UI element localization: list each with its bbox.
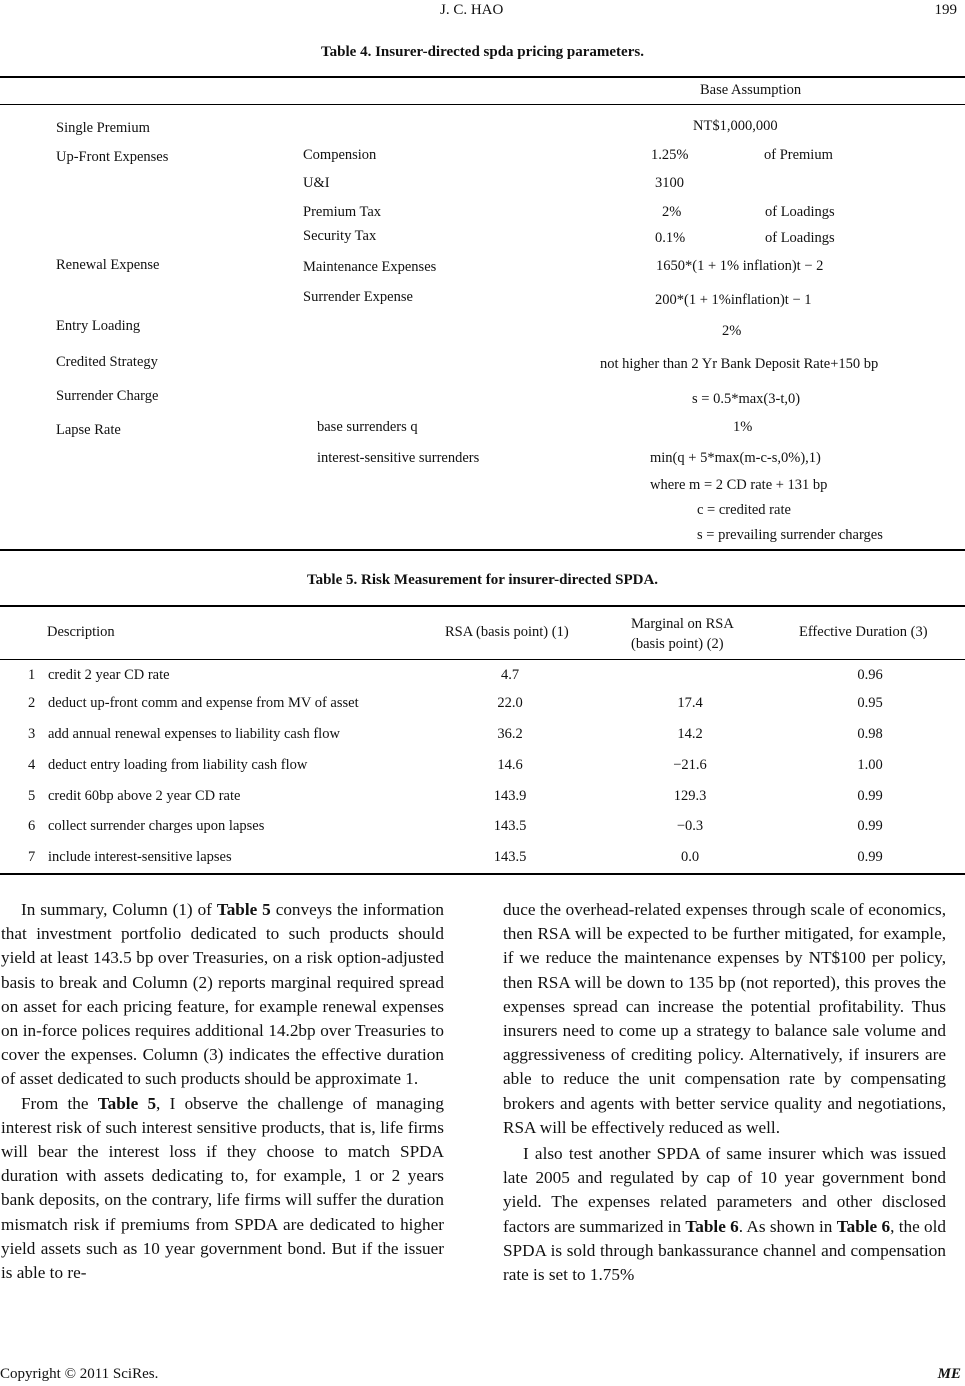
row-description: deduct entry loading from liability cash flow	[48, 757, 308, 773]
row-number: 7	[28, 849, 36, 865]
t4-cell: 1.25%	[651, 147, 689, 163]
page-number: 199	[934, 2, 957, 18]
row-marginal: 17.4	[677, 695, 703, 711]
t4-cell: Credited Strategy	[56, 354, 158, 370]
row-marginal: −21.6	[673, 757, 707, 773]
table5-header-rule	[0, 659, 965, 660]
t4-cell: Surrender Charge	[56, 388, 159, 404]
body-left-column	[1, 898, 444, 1285]
t4-cell: Lapse Rate	[56, 422, 121, 438]
row-duration: 0.99	[857, 849, 883, 865]
row-description: deduct up-front comm and expense from MV of asset	[48, 695, 359, 711]
running-header-author: J. C. HAO	[440, 2, 504, 18]
t4-cell: 0.1%	[655, 230, 686, 246]
t5-header-description: Description	[47, 624, 115, 640]
t4-cell: of Premium	[764, 147, 833, 163]
row-description: credit 60bp above 2 year CD rate	[48, 788, 241, 804]
row-duration: 1.00	[857, 757, 883, 773]
t4-cell: min(q + 5*max(m-c-s,0%),1)	[650, 450, 821, 466]
row-description: add annual renewal expenses to liability cash flow	[48, 726, 340, 742]
row-description: include interest-sensitive lapses	[48, 849, 232, 865]
paragraph	[1, 1092, 444, 1286]
table5-top-rule	[0, 605, 965, 607]
t4-cell: Compension	[303, 147, 377, 163]
row-number: 6	[28, 818, 36, 834]
t4-cell: c = credited rate	[697, 502, 791, 518]
paragraph	[503, 1142, 946, 1287]
t4-cell: 1%	[733, 419, 753, 435]
table-reference: Table 6	[836, 1216, 891, 1236]
row-duration: 0.95	[857, 695, 883, 711]
paragraph: duce the overhead-related expenses through scale of economics, then RSA will be expected to be further mitigated, for example, if we reduce the maintenance expenses by NT$100 per policy, then RSA will be down to 135 bp (not reported), this proves the expenses spread can increase the potential profitability. Thus insurers need to come up a strategy to balance sale volume and aggressiveness of crediting policy. Alternatively, if insurers are able to reduce the unit compensation rate by compensating brokers and agents with better service quality and negotiations, RSA will be effectively reduced as well.	[503, 900, 946, 1137]
t4-cell: 2%	[722, 323, 742, 339]
t5-header-marginal-line1: Marginal on RSA	[631, 616, 734, 632]
row-number: 1	[28, 667, 36, 683]
copyright-notice: Copyright © 2011 SciRes.	[0, 1366, 159, 1382]
table5-bottom-rule	[0, 873, 965, 875]
table5-caption: Table 5. Risk Measurement for insurer-directed SPDA.	[306, 572, 659, 588]
row-rsa: 4.7	[500, 667, 520, 683]
table-reference: Table 6	[685, 1216, 739, 1236]
table-reference: Table 5	[97, 1093, 157, 1113]
t5-header-marginal-line2: (basis point) (2)	[631, 636, 724, 652]
t4-cell: Single Premium	[56, 120, 150, 136]
t4-cell: 200*(1 + 1%inflation)t − 1	[655, 292, 812, 308]
table4-top-rule	[0, 76, 965, 78]
t4-cell: Premium Tax	[303, 204, 382, 220]
row-rsa: 36.2	[497, 726, 523, 742]
row-marginal: −0.3	[676, 818, 704, 834]
t4-cell: Security Tax	[303, 228, 377, 244]
t4-cell: Entry Loading	[56, 318, 141, 334]
t5-header-duration: Effective Duration (3)	[799, 624, 928, 640]
row-duration: 0.96	[857, 667, 883, 683]
t4-cell: Up-Front Expenses	[56, 149, 169, 165]
t5-header-rsa: RSA (basis point) (1)	[445, 624, 569, 640]
row-number: 3	[28, 726, 36, 742]
t4-cell: where m = 2 CD rate + 131 bp	[650, 477, 828, 493]
t4-cell: NT$1,000,000	[693, 118, 778, 134]
t4-cell: s = 0.5*max(3-t,0)	[692, 391, 801, 407]
t4-cell: U&I	[303, 175, 330, 191]
body-right-column	[503, 898, 946, 1287]
table4-caption: Table 4. Insurer-directed spda pricing parameters.	[321, 44, 644, 60]
t4-cell: 2%	[662, 204, 682, 220]
t4-cell: s = prevailing surrender charges	[697, 527, 883, 543]
row-rsa: 143.5	[493, 849, 527, 865]
text-run: From the	[21, 1093, 98, 1113]
row-marginal: 14.2	[677, 726, 703, 742]
row-marginal: 129.3	[673, 788, 707, 804]
t4-cell: 1650*(1 + 1% inflation)t − 2	[656, 258, 824, 274]
row-rsa: 22.0	[497, 695, 523, 711]
t4-cell: Surrender Expense	[303, 289, 413, 305]
t4-cell: 3100	[655, 175, 684, 191]
text-run: , the old SPDA is sold through bankassurance channel and compensation rate is set to 1.75%	[503, 1216, 946, 1285]
row-rsa: 14.6	[497, 757, 523, 773]
row-rsa: 143.5	[493, 818, 527, 834]
t4-cell: interest-sensitive surrenders	[317, 450, 480, 466]
t4-cell: not higher than 2 Yr Bank Deposit Rate+150 bp	[600, 356, 879, 372]
text-run: conveys the information that investment portfolio dedicated to such products should yield at least 143.5 bp over Treasuries, on a risk option-adjusted basis to break and Column (2) reports marginal required spread on asset for each pricing feature, for example renewal expenses on in-force polices requires additional 14.2bp over Treasuries to cover the expenses. Column (3) indicates the effective duration of asset dedicated to such products should be approximate 1.	[1, 900, 445, 1089]
paragraph	[1, 898, 444, 1092]
row-marginal: 0.0	[680, 849, 700, 865]
row-number: 5	[28, 788, 36, 804]
row-duration: 0.99	[857, 818, 883, 834]
text-run: In summary, Column (1) of	[21, 900, 217, 919]
journal-abbrev: ME	[937, 1366, 961, 1382]
table4-header-rule	[0, 104, 965, 105]
row-number: 2	[28, 695, 36, 711]
row-description: collect surrender charges upon lapses	[48, 818, 265, 834]
row-number: 4	[28, 757, 36, 773]
t4-cell: of Loadings	[765, 230, 835, 246]
t4-cell: Renewal Expense	[56, 257, 160, 273]
t4-cell: base surrenders q	[317, 419, 418, 435]
table4-bottom-rule	[0, 549, 965, 551]
text-run: . As shown in	[738, 1216, 837, 1236]
text-run: I also test another SPDA of same insurer which was issued late 2005 and regulated by cap of 10 year government bond yield. The expenses related parameters and other disclosed factors are summarized in	[503, 1144, 946, 1236]
table4-col-header: Base Assumption	[700, 82, 802, 98]
row-rsa: 143.9	[493, 788, 527, 804]
row-duration: 0.99	[857, 788, 883, 804]
row-description: credit 2 year CD rate	[48, 667, 170, 683]
text-run: , I observe the challenge of managing interest risk of such interest sensitive products, that is, life firms will bear the interest loss if they choose to match SPDA duration with assets dedicating to, for example, 1 or 2 years bank deposits, on the contrary, life firms will suffer the duration mismatch risk if premiums from SPDA are dedicated to higher yield assets such as 10 year government bond. But if the issuer is able to re-	[1, 1093, 444, 1283]
row-duration: 0.98	[857, 726, 883, 742]
table-reference: Table 5	[216, 900, 271, 919]
t4-cell: of Loadings	[765, 204, 835, 220]
t4-cell: Maintenance Expenses	[303, 259, 437, 275]
